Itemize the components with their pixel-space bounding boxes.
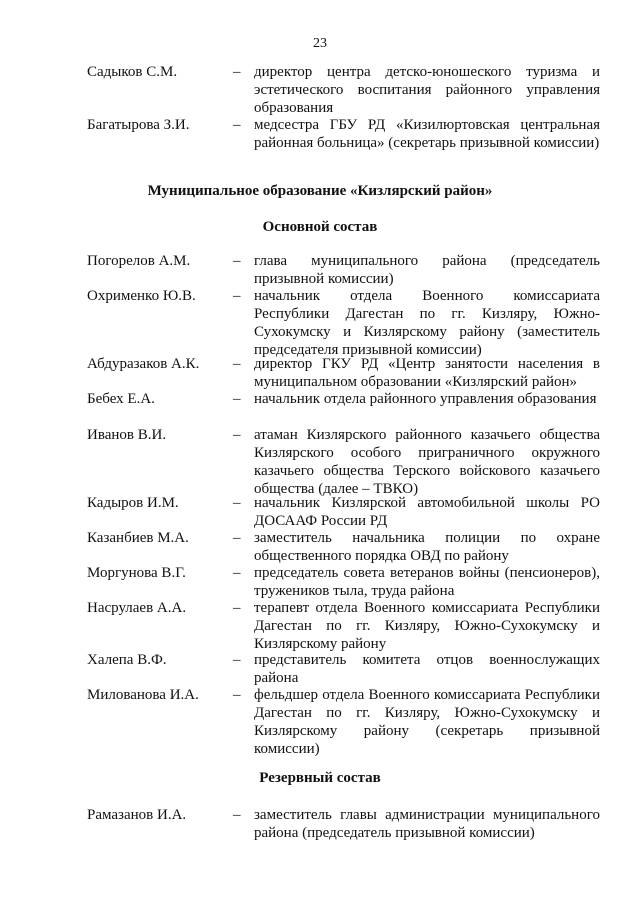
person-role: начальник Кизлярской автомобильной школы РО ДОСААФ России РД: [254, 495, 600, 529]
reserve-composition-heading: Резервный состав: [259, 770, 381, 786]
dash: –: [233, 565, 241, 581]
person-role: председатель совета ветеранов войны (пенсионеров), тружеников тыла, труда района: [254, 565, 600, 599]
person-name: Охрименко Ю.В.: [87, 288, 196, 304]
person-name: Рамазанов И.А.: [87, 807, 187, 823]
person-role: глава муниципального района (председатель призывной комиссии): [254, 253, 600, 287]
dash: –: [233, 600, 241, 616]
dash: –: [233, 356, 241, 372]
dash: –: [233, 288, 241, 304]
person-role: начальник отдела районного управления образования: [254, 391, 597, 407]
person-name: Абдуразаков А.К.: [87, 356, 200, 372]
person-role: атаман Кизлярского районного казачьего общества Кизлярского особого приграничного окружного казачьего общества Терского войскового казачьего общества (далее – ТВКО): [254, 427, 600, 497]
person-role: фельдшер отдела Военного комиссариата Республики Дагестан по гг. Кизляру, Южно-Сухокумску и Кизлярскому району (секретарь призывной комиссии): [254, 687, 600, 757]
person-role: начальник отдела Военного комиссариата Республики Дагестан по гг. Кизляру, Южно-Сухокумску и Кизлярскому району (заместитель председателя призывной комиссии): [254, 288, 600, 358]
person-name: Насрулаев А.А.: [87, 600, 187, 616]
dash: –: [233, 495, 241, 511]
dash: –: [233, 64, 241, 80]
dash: –: [233, 807, 241, 823]
person-role: представитель комитета отцов военнослужащих района: [254, 652, 600, 686]
person-role: директор центра детско-юношеского туризма и эстетического воспитания районного управления образования: [254, 64, 600, 116]
person-name: Моргунова В.Г.: [87, 565, 186, 581]
dash: –: [233, 530, 241, 546]
dash: –: [233, 687, 241, 703]
person-name: Казанбиев М.А.: [87, 530, 189, 546]
main-composition-heading: Основной состав: [262, 219, 378, 235]
person-name: Иванов В.И.: [87, 427, 167, 443]
person-name: Садыков С.М.: [87, 64, 178, 80]
page-number: 23: [313, 36, 327, 51]
person-role: директор ГКУ РД «Центр занятости населения в муниципальном образовании «Кизлярский район»: [254, 356, 600, 390]
person-role: заместитель главы администрации муниципального района (председатель призывной комиссии): [254, 807, 600, 841]
dash: –: [233, 427, 241, 443]
person-name: Кадыров И.М.: [87, 495, 179, 511]
person-name: Багатырова З.И.: [87, 117, 190, 133]
person-name: Милованова И.А.: [87, 687, 199, 703]
person-role: медсестра ГБУ РД «Кизилюртовская центральная районная больница» (секретарь призывной комиссии): [254, 117, 600, 151]
dash: –: [233, 391, 241, 407]
person-role: заместитель начальника полиции по охране общественного порядка ОВД по району: [254, 530, 600, 564]
dash: –: [233, 652, 241, 668]
person-name: Халепа В.Ф.: [87, 652, 167, 668]
person-name: Бебех Е.А.: [87, 391, 155, 407]
dash: –: [233, 253, 241, 269]
section-title: Муниципальное образование «Кизлярский район»: [147, 183, 493, 199]
dash: –: [233, 117, 241, 133]
person-name: Погорелов А.М.: [87, 253, 191, 269]
person-role: терапевт отдела Военного комиссариата Республики Дагестан по гг. Кизляру, Южно-Сухокумску и Кизлярскому району: [254, 600, 600, 652]
